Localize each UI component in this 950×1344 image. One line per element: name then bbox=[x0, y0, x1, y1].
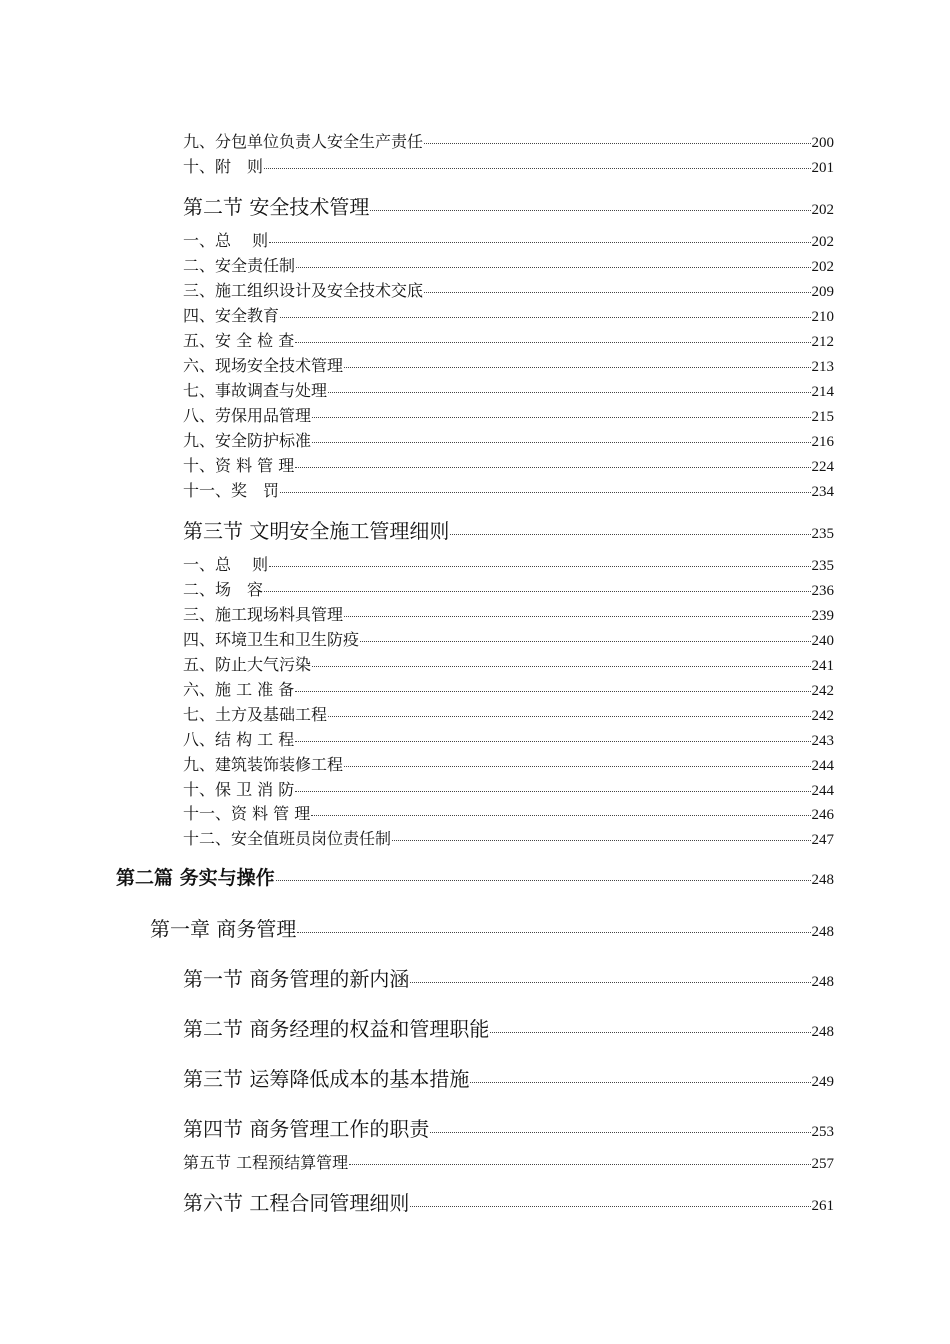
toc-entry-title: 九、建筑装饰装修工程 bbox=[183, 755, 344, 774]
toc-entry-page-number: 201 bbox=[811, 160, 834, 176]
toc-entry-page-number: 213 bbox=[811, 359, 834, 375]
dot-leader bbox=[370, 210, 810, 211]
toc-entry[interactable] bbox=[183, 1013, 834, 1042]
toc-entry-page-number: 210 bbox=[811, 309, 834, 325]
dot-leader bbox=[344, 616, 810, 617]
toc-entry-page-number: 224 bbox=[811, 459, 834, 475]
dot-leader bbox=[269, 566, 810, 567]
toc-entry[interactable] bbox=[183, 752, 834, 775]
toc-entry-page-number: 244 bbox=[811, 783, 834, 799]
dot-leader bbox=[349, 1164, 810, 1165]
dot-leader bbox=[295, 342, 810, 343]
toc-entry-title: 六、现场安全技术管理 bbox=[183, 356, 344, 375]
toc-entry-page-number: 202 bbox=[811, 259, 834, 275]
toc-entry-page-number: 236 bbox=[811, 583, 834, 599]
toc-entry-title: 二、安全责任制 bbox=[183, 256, 296, 275]
toc-entry-title: 第一节 商务管理的新内涵 bbox=[183, 967, 410, 991]
toc-entry[interactable] bbox=[183, 328, 834, 351]
dot-leader bbox=[392, 840, 810, 841]
dot-leader bbox=[344, 766, 810, 767]
toc-entry[interactable] bbox=[183, 478, 834, 501]
toc-entry[interactable] bbox=[183, 228, 834, 251]
toc-entry[interactable] bbox=[183, 1187, 834, 1216]
toc-entry-page-number: 242 bbox=[811, 683, 834, 699]
toc-entry[interactable] bbox=[183, 129, 834, 152]
dot-leader bbox=[424, 143, 810, 144]
toc-entry-page-number: 202 bbox=[811, 234, 834, 250]
toc-entry[interactable] bbox=[183, 777, 834, 800]
toc-entry-page-number: 234 bbox=[811, 484, 834, 500]
toc-entry[interactable] bbox=[183, 677, 834, 700]
dot-leader bbox=[269, 242, 810, 243]
toc-entry-title: 四、环境卫生和卫生防疫 bbox=[183, 630, 360, 649]
toc-entry[interactable] bbox=[183, 191, 834, 220]
toc-entry[interactable] bbox=[183, 801, 834, 824]
dot-leader bbox=[410, 982, 810, 983]
toc-entry-title: 七、土方及基础工程 bbox=[183, 705, 328, 724]
toc-entry-title: 十、资 料 管 理 bbox=[183, 456, 295, 475]
toc-entry[interactable] bbox=[183, 403, 834, 426]
toc-entry[interactable] bbox=[183, 826, 834, 849]
dot-leader bbox=[328, 392, 810, 393]
toc-entry-page-number: 243 bbox=[811, 733, 834, 749]
toc-entry-title: 九、分包单位负责人安全生产责任 bbox=[183, 132, 424, 151]
toc-entry-title: 第六节 工程合同管理细则 bbox=[183, 1191, 410, 1215]
dot-leader bbox=[450, 534, 810, 535]
toc-entry-title: 八、劳保用品管理 bbox=[183, 406, 312, 425]
dot-leader bbox=[312, 666, 810, 667]
toc-entry-page-number: 216 bbox=[811, 434, 834, 450]
toc-entry-page-number: 247 bbox=[811, 832, 834, 848]
toc-entry-title: 第四节 商务管理工作的职责 bbox=[183, 1117, 430, 1141]
dot-leader bbox=[295, 741, 810, 742]
dot-leader bbox=[280, 317, 810, 318]
toc-entry[interactable] bbox=[183, 1113, 834, 1142]
toc-entry-title: 第三节 文明安全施工管理细则 bbox=[183, 519, 450, 543]
toc-entry[interactable] bbox=[183, 378, 834, 401]
toc-entry-page-number: 209 bbox=[811, 284, 834, 300]
dot-leader bbox=[424, 292, 810, 293]
toc-entry-page-number: 235 bbox=[811, 526, 834, 542]
dot-leader bbox=[297, 932, 810, 933]
toc-entry-page-number: 248 bbox=[811, 974, 834, 990]
toc-entry[interactable] bbox=[116, 863, 834, 890]
dot-leader bbox=[264, 591, 810, 592]
toc-entry[interactable] bbox=[183, 602, 834, 625]
toc-entry-page-number: 253 bbox=[811, 1124, 834, 1140]
toc-entry[interactable] bbox=[183, 303, 834, 326]
toc-entry-page-number: 248 bbox=[811, 872, 834, 888]
toc-entry-page-number: 240 bbox=[811, 633, 834, 649]
dot-leader bbox=[344, 367, 810, 368]
dot-leader bbox=[296, 267, 810, 268]
dot-leader bbox=[328, 716, 810, 717]
toc-entry-title: 第一章 商务管理 bbox=[150, 917, 297, 941]
toc-entry[interactable] bbox=[183, 552, 834, 575]
toc-entry-page-number: 261 bbox=[811, 1198, 834, 1214]
toc-entry-title: 三、施工现场料具管理 bbox=[183, 605, 344, 624]
toc-entry-page-number: 202 bbox=[811, 202, 834, 218]
toc-entry-page-number: 200 bbox=[811, 135, 834, 151]
toc-entry-title: 六、施 工 准 备 bbox=[183, 680, 295, 699]
toc-entry-title: 二、场 容 bbox=[183, 580, 264, 599]
toc-entry-page-number: 239 bbox=[811, 608, 834, 624]
toc-entry-title: 十一、资 料 管 理 bbox=[183, 804, 311, 823]
toc-entry-title: 九、安全防护标准 bbox=[183, 431, 312, 450]
toc-entry-page-number: 244 bbox=[811, 758, 834, 774]
toc-entry-title: 第二节 商务经理的权益和管理职能 bbox=[183, 1017, 490, 1041]
toc-entry[interactable] bbox=[183, 1150, 834, 1173]
toc-entry[interactable] bbox=[183, 702, 834, 725]
toc-entry[interactable] bbox=[183, 453, 834, 476]
toc-entry-page-number: 235 bbox=[811, 558, 834, 574]
toc-entry[interactable] bbox=[183, 154, 834, 177]
dot-leader bbox=[360, 641, 810, 642]
toc-entry[interactable] bbox=[183, 727, 834, 750]
dot-leader bbox=[295, 467, 810, 468]
toc-entry-page-number: 242 bbox=[811, 708, 834, 724]
toc-entry-title: 八、结 构 工 程 bbox=[183, 730, 295, 749]
dot-leader bbox=[311, 815, 810, 816]
toc-entry-page-number: 212 bbox=[811, 334, 834, 350]
dot-leader bbox=[280, 492, 810, 493]
dot-leader bbox=[295, 791, 810, 792]
toc-entry-page-number: 214 bbox=[811, 384, 834, 400]
dot-leader bbox=[276, 880, 811, 881]
toc-entry[interactable] bbox=[183, 353, 834, 376]
toc-entry[interactable] bbox=[183, 577, 834, 600]
toc-entry[interactable] bbox=[183, 428, 834, 451]
toc-entry-page-number: 249 bbox=[811, 1074, 834, 1090]
toc-entry-title: 一、总 则 bbox=[183, 555, 269, 574]
toc-entry-page-number: 246 bbox=[811, 807, 834, 823]
toc-entry[interactable] bbox=[183, 652, 834, 675]
toc-entry-page-number: 248 bbox=[811, 1024, 834, 1040]
dot-leader bbox=[264, 168, 810, 169]
toc-entry-title: 第五节 工程预结算管理 bbox=[183, 1153, 349, 1172]
toc-entry[interactable] bbox=[183, 1063, 834, 1092]
dot-leader bbox=[490, 1032, 810, 1033]
toc-entry-title: 十、保 卫 消 防 bbox=[183, 780, 295, 799]
toc-entry[interactable] bbox=[183, 515, 834, 544]
toc-entry-page-number: 257 bbox=[811, 1156, 834, 1172]
dot-leader bbox=[312, 442, 810, 443]
toc-entry-title: 三、施工组织设计及安全技术交底 bbox=[183, 281, 424, 300]
toc-entry-title: 第三节 运筹降低成本的基本措施 bbox=[183, 1067, 470, 1091]
toc-entry-page-number: 241 bbox=[811, 658, 834, 674]
toc-entry[interactable] bbox=[150, 913, 834, 942]
toc-entry-page-number: 215 bbox=[811, 409, 834, 425]
toc-entry-title: 十、附 则 bbox=[183, 157, 264, 176]
dot-leader bbox=[312, 417, 810, 418]
toc-entry[interactable] bbox=[183, 253, 834, 276]
toc-entry-title: 七、事故调查与处理 bbox=[183, 381, 328, 400]
toc-entry-title: 十一、奖 罚 bbox=[183, 481, 280, 500]
toc-entry[interactable] bbox=[183, 278, 834, 301]
dot-leader bbox=[470, 1082, 810, 1083]
toc-entry-title: 十二、安全值班员岗位责任制 bbox=[183, 829, 392, 848]
toc-entry-title: 第二篇 务实与操作 bbox=[116, 867, 275, 889]
toc-entry[interactable] bbox=[183, 627, 834, 650]
toc-entry-title: 一、总 则 bbox=[183, 231, 269, 250]
toc-entry-title: 四、安全教育 bbox=[183, 306, 280, 325]
dot-leader bbox=[410, 1206, 810, 1207]
toc-entry-page-number: 248 bbox=[811, 924, 834, 940]
toc-entry-title: 五、防止大气污染 bbox=[183, 655, 312, 674]
toc-entry-title: 五、安 全 检 查 bbox=[183, 331, 295, 350]
dot-leader bbox=[430, 1132, 810, 1133]
toc-entry[interactable] bbox=[183, 963, 834, 992]
dot-leader bbox=[295, 691, 810, 692]
toc-entry-title: 第二节 安全技术管理 bbox=[183, 195, 370, 219]
